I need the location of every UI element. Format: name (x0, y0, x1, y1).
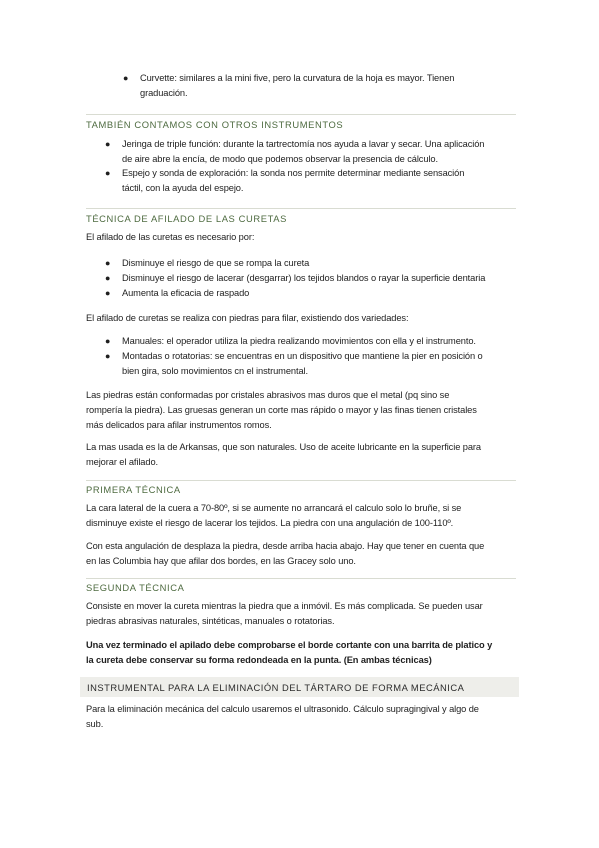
list-item-text: Disminuye el riesgo de lacerar (desgarrar) los tejidos blandos o rayar la superficie dentaria (122, 273, 486, 283)
list-item (105, 271, 522, 286)
bullet-icon: ● (105, 168, 111, 178)
list-item (105, 137, 522, 167)
list-item-text: Espejo y sonda de exploración: la sonda nos permite determinar mediante sensación (122, 168, 465, 178)
list-item (105, 286, 522, 301)
list-item (123, 71, 520, 101)
paragraph (86, 388, 516, 433)
bold-paragraph (86, 638, 516, 668)
bullet-icon: ● (105, 273, 111, 283)
list-item-text: táctil, con la ayuda del espejo. (122, 183, 244, 193)
section-divider (86, 578, 516, 579)
section-divider (86, 114, 516, 115)
paragraph-line: Las piedras están conformadas por cristales abrasivos mas duros que el metal (pq sino se (86, 390, 450, 400)
bullet-icon: ● (105, 351, 111, 361)
list-item-text: de aire abre la encía, de modo que podemos observar la presencia de cálculo. (122, 154, 438, 164)
paragraph (86, 539, 516, 569)
paragraph-line: rompería la piedra). Las gruesas generan un corte mas rápido o mayor y las finas tienen cristales (86, 405, 477, 415)
list-item (105, 334, 522, 349)
list-item-text: Disminuye el riesgo de que se rompa la cureta (122, 258, 310, 268)
paragraph-line: Una vez terminado el apilado debe comprobarse el borde cortante con una barrita de platico y (86, 640, 493, 650)
list-item-text: Jeringa de triple función: durante la tartrectomía nos ayuda a lavar y secar. Una aplicación (122, 139, 485, 149)
paragraph (86, 599, 516, 629)
list-item-text: Manuales: el operador utiliza la piedra realizando movimientos con ella y el instrumento. (122, 336, 476, 346)
section-divider (86, 208, 516, 209)
paragraph-line: Con esta angulación de desplaza la piedra, desde arriba hacia abajo. Hay que tener en cuenta que (86, 541, 485, 551)
paragraph-line: sub. (86, 719, 104, 729)
paragraph-line: disminuye existe el riesgo de lacerar los tejidos. La piedra con una angulación de 100-110º. (86, 518, 454, 528)
paragraph: El afilado de curetas se realiza con piedras para filar, existiendo dos variedades: (86, 313, 409, 323)
paragraph-line: más delicados para afilar instrumentos romos. (86, 420, 272, 430)
section-heading: TÉCNICA DE AFILADO DE LAS CURETAS (86, 213, 287, 224)
paragraph-line: en las Columbia hay que afilar dos bordes, en las Gracey solo uno. (86, 556, 356, 566)
bullet-icon: ● (105, 336, 111, 346)
section-divider (86, 480, 516, 481)
bullet-icon: ● (105, 288, 111, 298)
list-item-text: Aumenta la eficacia de raspado (122, 288, 250, 298)
list-item (105, 256, 522, 271)
section-heading: TAMBIÉN CONTAMOS CON OTROS INSTRUMENTOS (86, 119, 344, 130)
paragraph-line: piedras abrasivas naturales, sintéticas, manuales o rotatorias. (86, 616, 335, 626)
section-heading: PRIMERA TÉCNICA (86, 484, 181, 495)
list-item-text: Curvette: similares a la mini five, pero la curvatura de la hoja es mayor. Tienen (140, 73, 455, 83)
section-heading: INSTRUMENTAL PARA LA ELIMINACIÓN DEL TÁRTARO DE FORMA MECÁNICA (87, 682, 465, 693)
list-item-text: graduación. (140, 88, 188, 98)
paragraph (86, 440, 516, 470)
paragraph (86, 501, 516, 531)
paragraph-line: mejorar el afilado. (86, 457, 158, 467)
paragraph-line: La mas usada es la de Arkansas, que son naturales. Uso de aceite lubricante en la superficie para (86, 442, 481, 452)
section-heading: SEGUNDA TÉCNICA (86, 582, 185, 593)
paragraph: El afilado de las curetas es necesario por: (86, 232, 255, 242)
list-item (105, 349, 522, 379)
list-item-text: Montadas o rotatorias: se encuentras en un dispositivo que mantiene la pier en posición o (122, 351, 483, 361)
paragraph-line: La cara lateral de la cuera a 70-80º, si se aumente no arrancará el calculo solo lo bruñe, si se (86, 503, 462, 513)
bullet-icon: ● (123, 73, 129, 83)
paragraph (86, 702, 516, 732)
paragraph-line: Consiste en mover la cureta mientras la piedra que a inmóvil. Es más complicada. Se pueden usar (86, 601, 483, 611)
bullet-icon: ● (105, 139, 111, 149)
paragraph-line: Para la eliminación mecánica del calculo usaremos el ultrasonido. Cálculo supragingival y algo de (86, 704, 479, 714)
bullet-icon: ● (105, 258, 111, 268)
list-item (105, 166, 522, 196)
paragraph-line: la cureta debe conservar su forma redondeada en la punta. (En ambas técnicas) (86, 655, 432, 665)
list-item-text: bien gira, solo movimientos cn el instrumental. (122, 366, 308, 376)
